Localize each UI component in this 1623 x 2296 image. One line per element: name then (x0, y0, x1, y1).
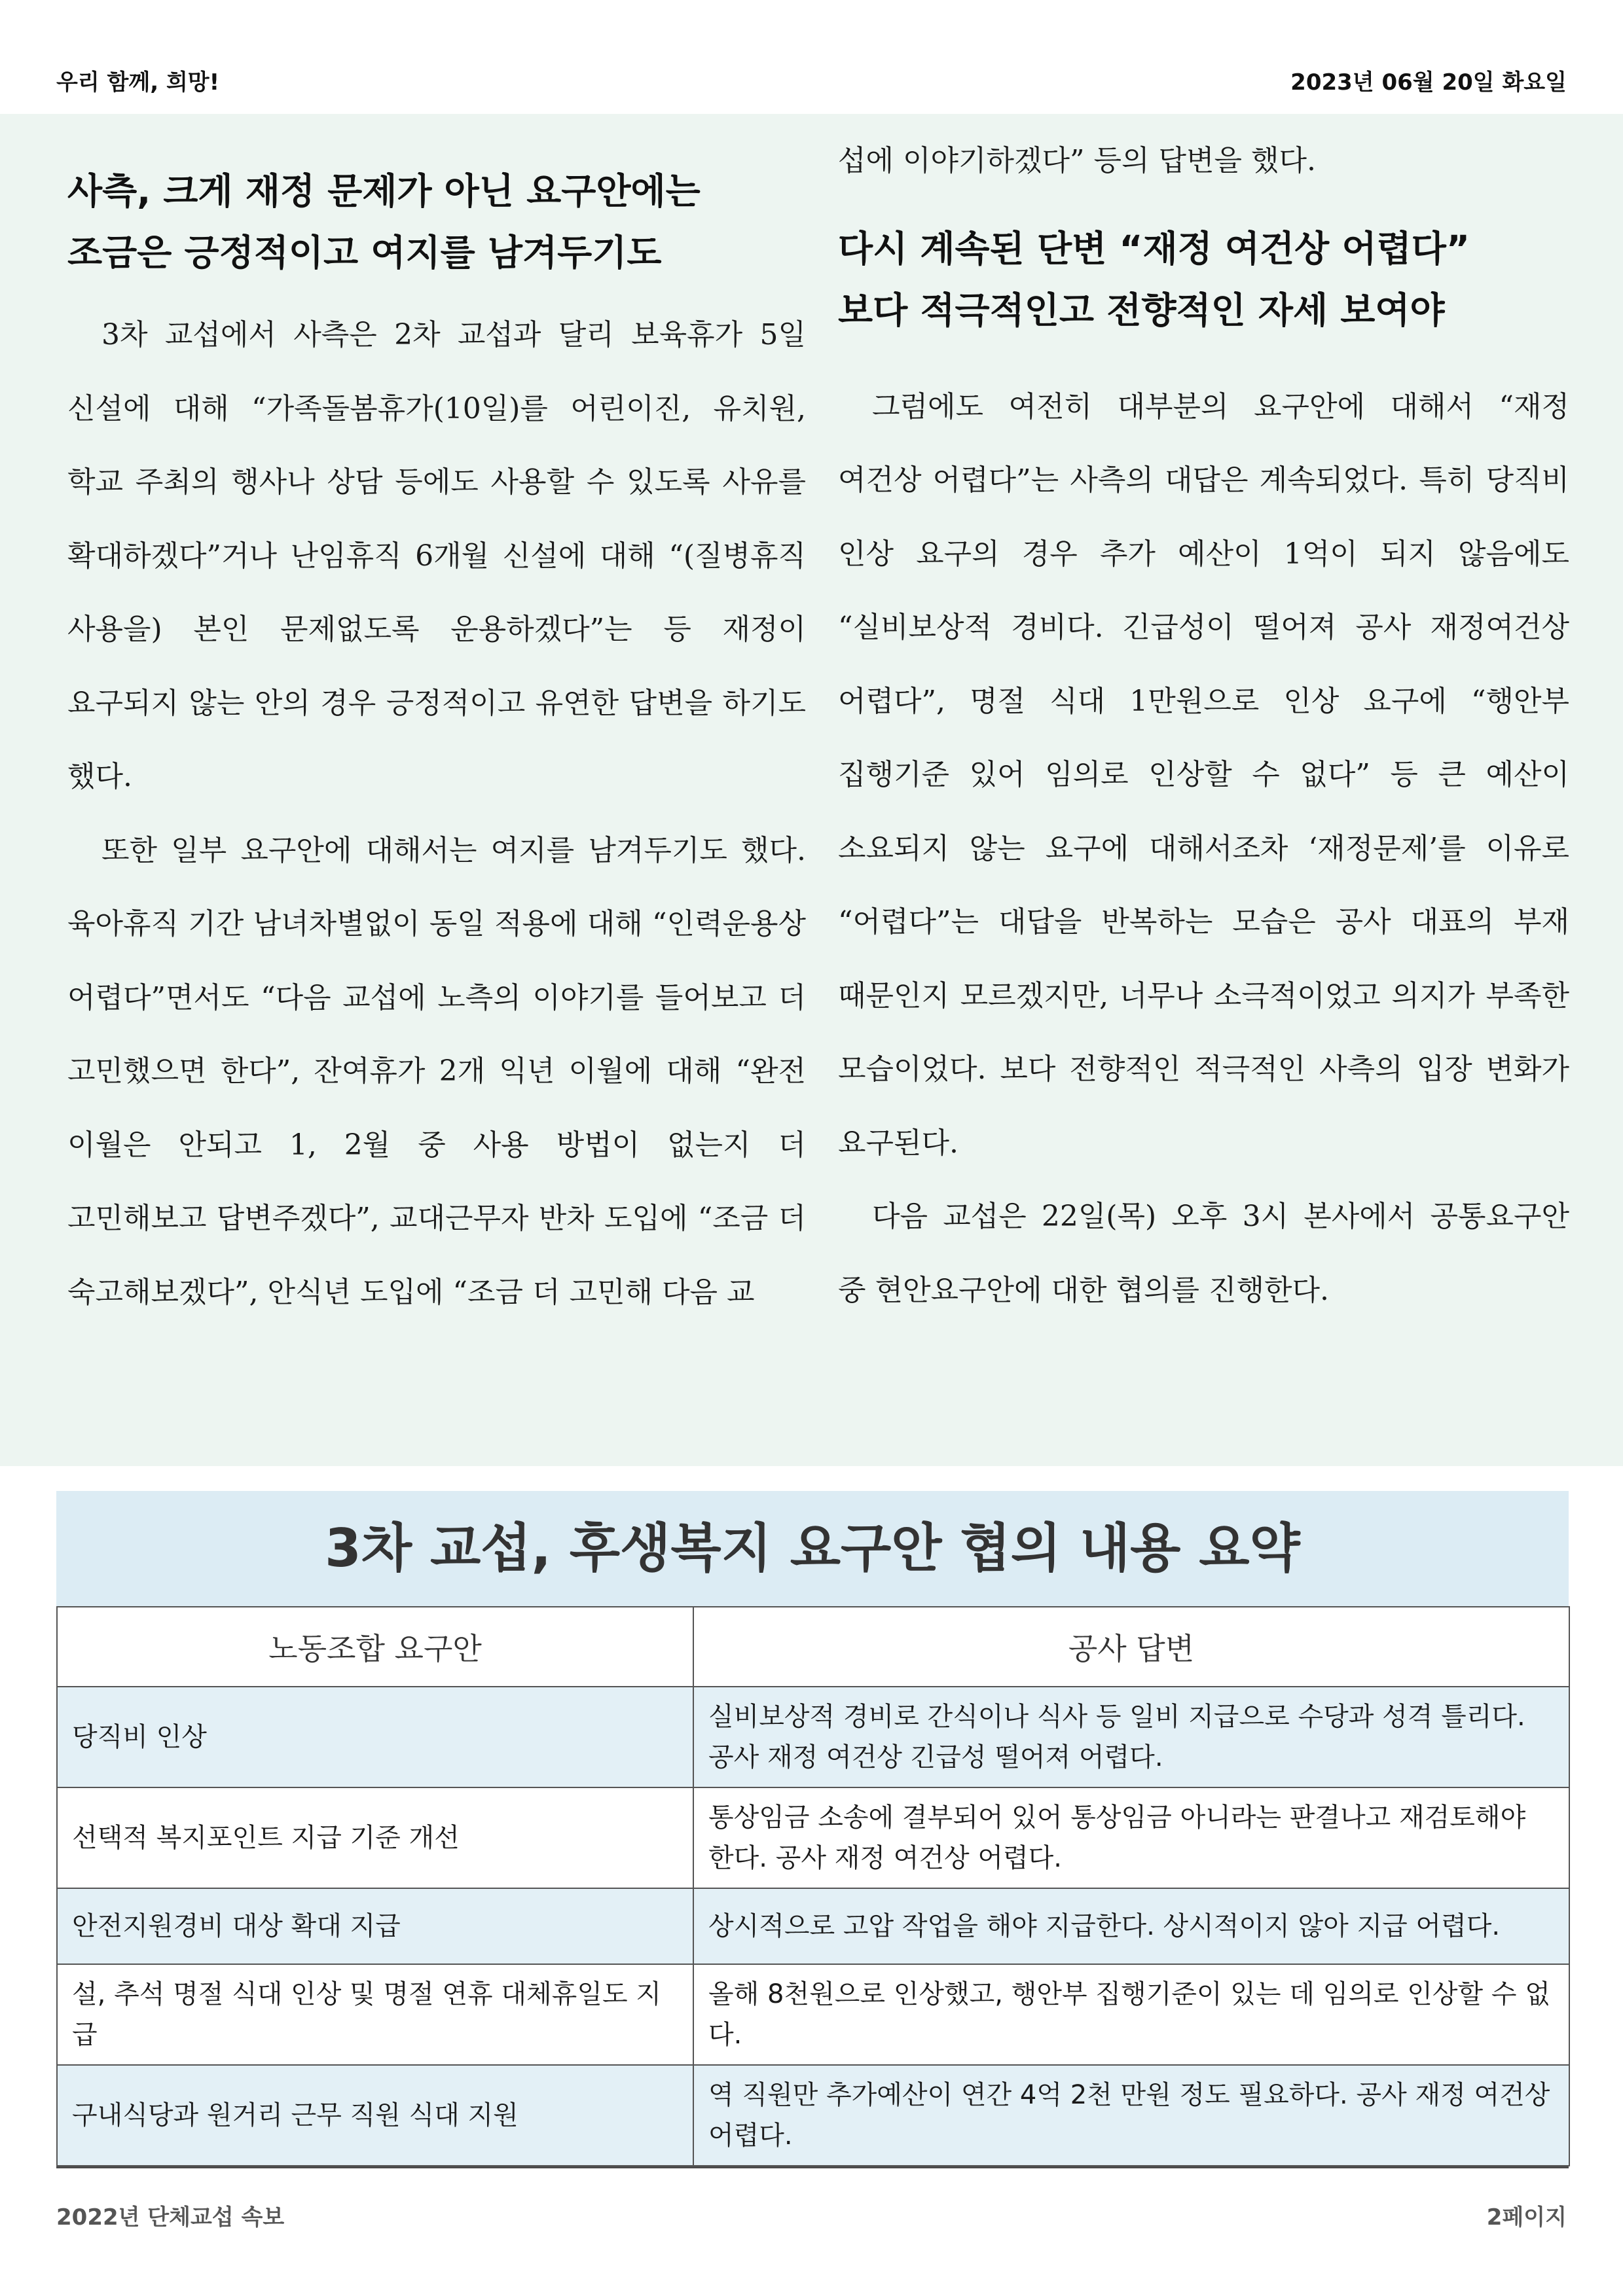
table-row (57, 1687, 1569, 1787)
issue-date: 2023년 06월 20일 화요일 (1290, 69, 1567, 96)
table-row (57, 1787, 1569, 1888)
heading-line: 사측, 크게 재정 문제가 아닌 요구안에는 (67, 170, 701, 212)
answer-cell: 올해 8천원으로 인상했고, 행안부 집행기준이 있는 데 임의로 인상할 수 없다. (693, 1964, 1569, 2065)
table-row (57, 1888, 1569, 1964)
table-row (57, 2065, 1569, 2166)
section-heading-right (838, 198, 1569, 370)
table-row (57, 1964, 1569, 2065)
demand-cell: 설, 추석 명절 식대 인상 및 명절 연휴 대체휴일도 지급 (57, 1964, 693, 2065)
article-right-column (838, 114, 1569, 1327)
newsletter-slogan: 우리 함께, 희망! (56, 69, 220, 96)
demand-cell: 안전지원경비 대상 확대 지급 (57, 1888, 693, 1964)
answer-cell: 통상임금 소송에 결부되어 있어 통상임금 아니라는 판결나고 재검토해야 한다. 공사 재정 여건상 어렵다. (693, 1787, 1569, 1888)
column-header-demand: 노동조합 요구안 (57, 1607, 693, 1687)
column-header-answer: 공사 답변 (693, 1607, 1569, 1687)
paragraph: 그럼에도 여전히 대부분의 요구안에 대해서 “재정 여건상 어렵다”는 사측의 대답은 계속되었다. 특히 당직비 인상 요구의 경우 추가 예산이 1억이 되지 않음에도 “실비보상적 경비다. 긴급성이 떨어져 공사 재정여건상 어렵다”, 명절 식대 1만원으로 인상 요구에 “행안부 집행기준 있어 임의로 인상할 수 없다” 등 큰 예산이 소요되지 않는 요구에 대해서조차 ‘재정문제’를 이유로 “어렵다”는 대답을 반복하는 모습은 공사 대표의 부재 때문인지 모르겠지만, 너무나 소극적이었고 의지가 부족한 모습이었다. 보다 전향적인 적극적인 사측의 입장 변화가 요구된다. (838, 389, 1569, 1160)
heading-line: 다시 계속된 단변 “재정 여건상 어렵다” (838, 227, 1470, 270)
heading-line: 보다 적극적인고 전향적인 자세 보여야 (838, 289, 1445, 331)
section-heading-left (67, 114, 806, 298)
article-left-column (67, 114, 806, 1329)
summary-title: 3차 교섭, 후생복지 요구안 협의 내용 요약 (56, 1491, 1569, 1606)
paragraph-continuation: 섭에 이야기하겠다” 등의 답변을 했다. (838, 144, 1316, 177)
answer-cell: 역 직원만 추가예산이 연간 4억 2천 만원 정도 필요하다. 공사 재정 여건상 어렵다. (693, 2065, 1569, 2166)
paragraph: 다음 교섭은 22일(목) 오후 3시 본사에서 공통요구안 중 현안요구안에 대한 협의를 진행한다. (838, 1200, 1569, 1307)
paragraph: 또한 일부 요구안에 대해서는 여지를 남겨두기도 했다. 육아휴직 기간 남녀차별없이 동일 적용에 대해 “인력운용상 어렵다”면서도 “다음 교섭에 노측의 이야기를 들어보고 더 고민했으면 한다”, 잔여휴가 2개 익년 이월에 대해 “완전 이월은 안되고 1, 2월 중 사용 방법이 없는지 더 고민해보고 답변주겠다”, 교대근무자 반차 도입에 “조금 더 숙고해보겠다”, 안식년 도입에 “조금 더 고민해 다음 교 (67, 833, 806, 1309)
demand-cell: 구내식당과 원거리 근무 직원 식대 지원 (57, 2065, 693, 2166)
summary-box (56, 1491, 1569, 2168)
paragraph: 3차 교섭에서 사측은 2차 교섭과 달리 보육휴가 5일 신설에 대해 “가족돌봄휴가(10일)를 어린이진, 유치원, 학교 주최의 행사나 상담 등에도 사용할 수 있도록 사유를 확대하겠다”거나 난임휴직 6개월 신설에 대해 “(질병휴직 사용을) 본인 문제없도록 운용하겠다”는 등 재정이 요구되지 않는 안의 경우 긍정적이고 유연한 답변을 하기도 했다. (67, 318, 806, 793)
demand-cell: 당직비 인상 (57, 1687, 693, 1787)
heading-line: 조금은 긍정적이고 여지를 남겨두기도 (67, 232, 662, 274)
footer-publication: 2022년 단체교섭 속보 (56, 2204, 285, 2231)
page-number: 2페이지 (1486, 2204, 1567, 2231)
demand-cell: 선택적 복지포인트 지급 기준 개선 (57, 1787, 693, 1888)
summary-table (56, 1606, 1570, 2166)
answer-cell: 상시적으로 고압 작업을 해야 지급한다. 상시적이지 않아 지급 어렵다. (693, 1888, 1569, 1964)
answer-cell: 실비보상적 경비로 간식이나 식사 등 일비 지급으로 수당과 성격 틀리다. 공사 재정 여건상 긴급성 떨어져 어렵다. (693, 1687, 1569, 1787)
